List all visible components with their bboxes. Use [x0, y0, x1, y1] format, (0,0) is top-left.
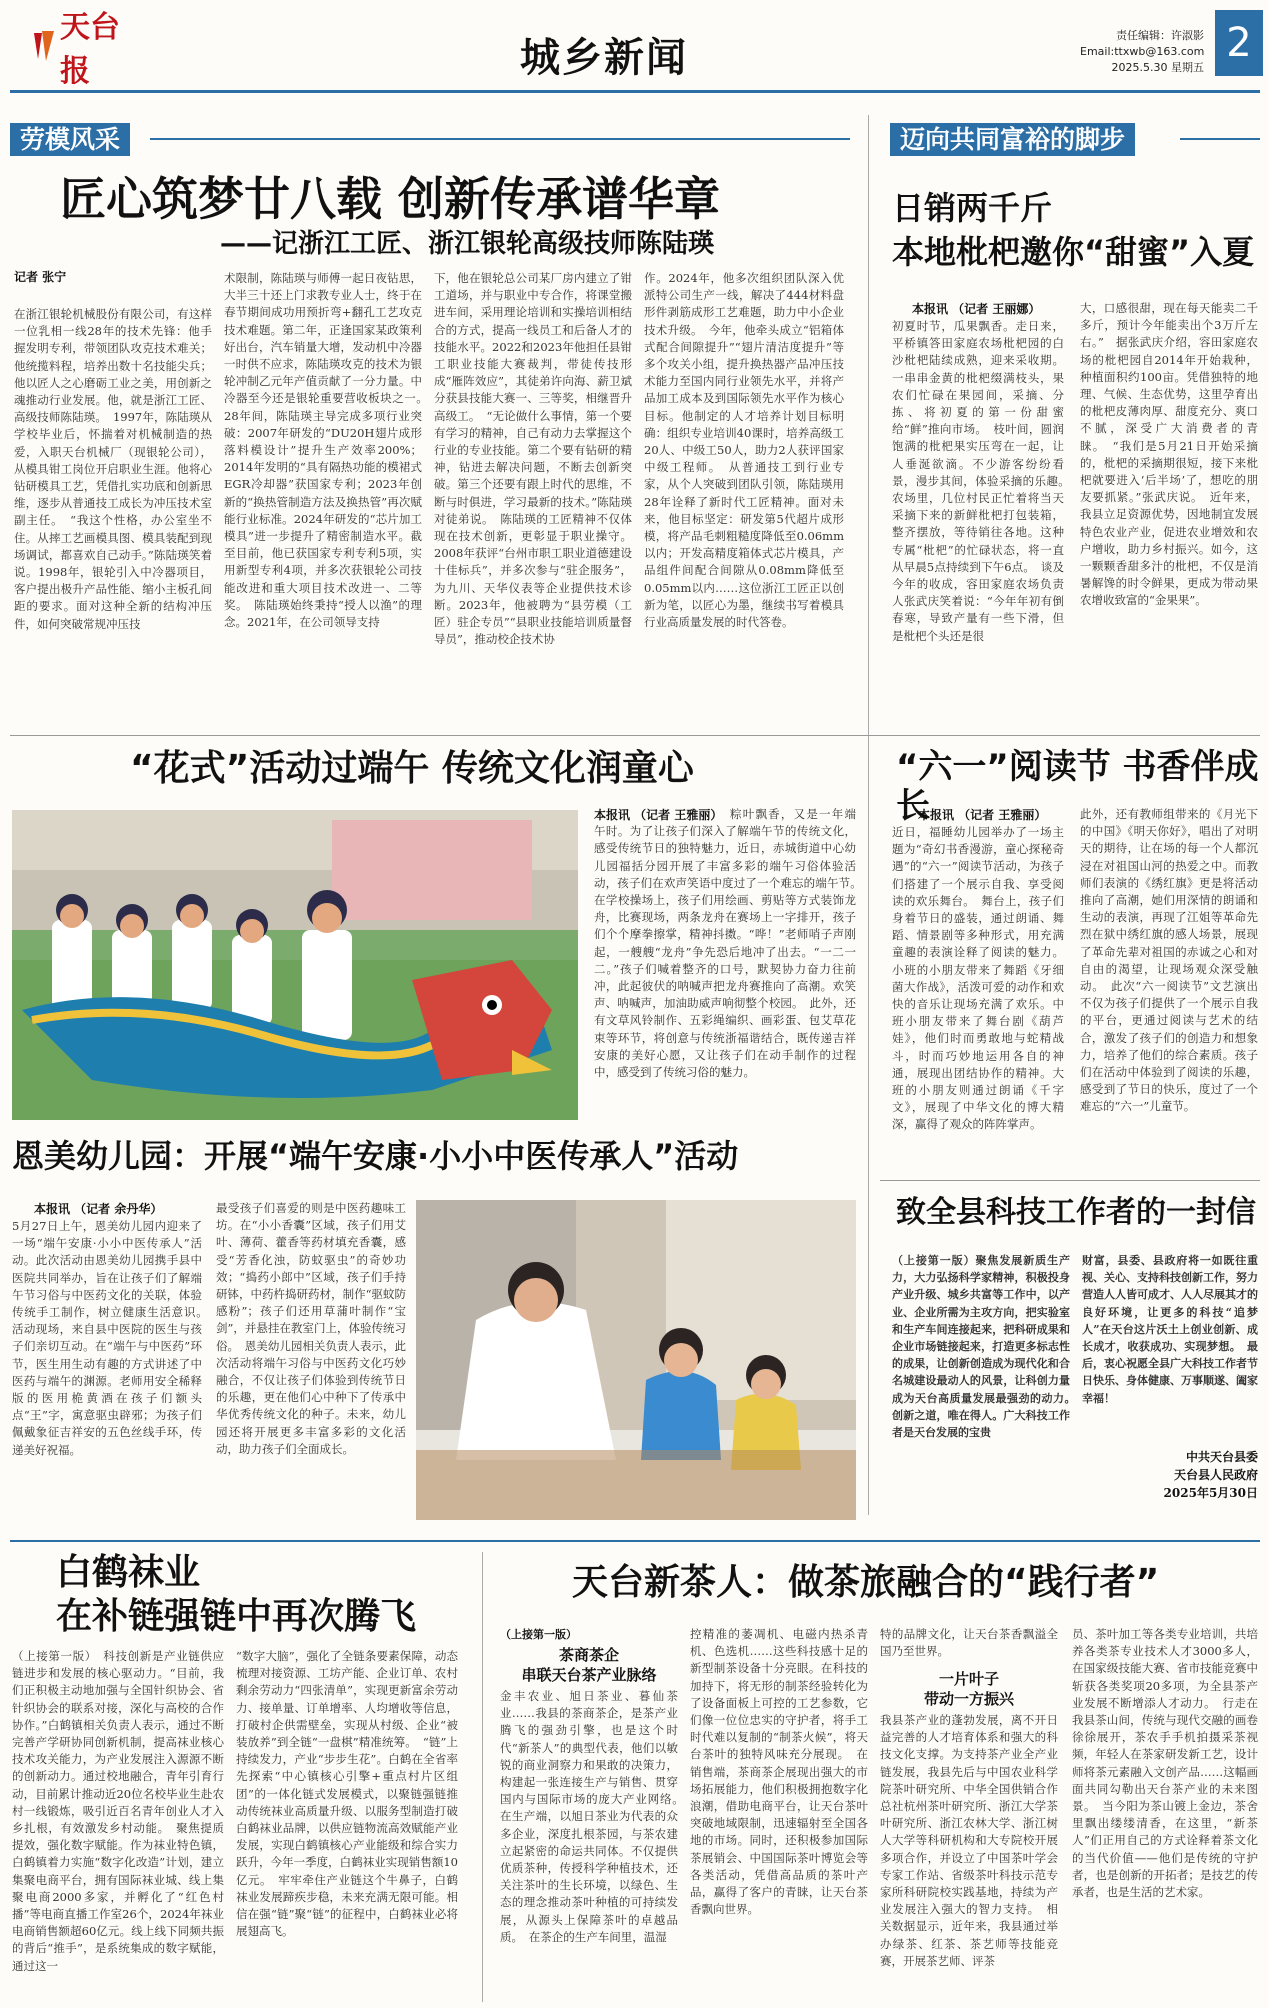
kids-byline: 本报讯 （记者 王雅丽） — [918, 808, 1047, 822]
baihe-title-1: 白鹤袜业 — [56, 1552, 201, 1593]
editor-info — [1080, 28, 1204, 76]
tcm-title: 恩美幼儿园：开展“端午安康·小小中医传承人”活动 — [12, 1137, 739, 1175]
letter-sign-3: 2025年5月30日 — [1163, 1486, 1258, 1500]
tea-subhead-2a: 一片叶子 — [938, 1670, 999, 1688]
prosper-col-1: 初夏时节，瓜果飘香。走日来，平桥镇答田家庭农场枇杷园的白沙枇杷陆续成熟，迎来采收期。一串串金黄的枇杷缀满枝头，果农们忙碌在果园间，采摘、分拣、将初夏的第一份甜蜜给“鲜”推向市场。 枝叶间，圆润饱满的枇杷果实压弯在一起，让人垂涎欲滴。不少游客纷纷看景，漫步其间，体验采摘的乐趣。 农场里，几位村民正忙着将当天采摘下来的新鲜枇杷打包装箱，整齐摆放，等待销往各地。这种专属“枇杷”的忙碌状态，将一直从早晨5点持续到下午6点。 谈及今年的收成，容田家庭农场负责人张武庆笑着说：“今年年初有倒春寒，导致产量有一些下滑，但是枇杷个头还是很 — [892, 319, 1076, 643]
dragon-title: “花式”活动过端午 传统文化润童心 — [130, 748, 694, 789]
prosper-banner-label: 迈向共同富裕的脚步 — [890, 123, 1135, 156]
editor-email: Email:ttxwb@163.com — [1080, 45, 1205, 58]
labor-subtitle: ——记浙江工匠、浙江银轮高级技师陈陆瑛 — [220, 229, 715, 259]
tea-subhead-1b: 串联天台茶产业脉络 — [521, 1666, 657, 1684]
tcm-col-2: 最受孩子们喜爱的则是中医药趣味工坊。在“小小香囊”区域，孩子们用艾叶、薄荷、藿香等药材填充香囊，感受“芳香化浊，防蚊驱虫”的奇妙功效；“捣药小郎中”区域，孩子们手持研钵，中药杵捣研药材，制作“驱蚊防感粉”；孩子们还用草蒲叶制作“宝剑”，并悬挂在教室门上，体验传统习俗。 恩美幼儿园相关负责人表示，此次活动将端午习俗与中医药文化巧妙融合，不仅让孩子们体验到传统节日的乐趣，更在他们心中种下了传承中华优秀传统文化的种子。未来，幼儿园还将开展更多丰富多彩的文化活动，助力孩子们全面成长。 — [216, 1201, 406, 1456]
labor-banner-label: 劳模风采 — [10, 123, 130, 156]
prosper-banner-rule — [1180, 138, 1260, 140]
tea-subhead-2b: 带动一方振兴 — [923, 1690, 1014, 1708]
tea-col-2: 控精准的萎凋机、电磁内热杀青机、色选机……这些科技感十足的新型制茶设备十分亮眼。在科技的加持下，将无形的制茶经验转化为了设备面板上可控的工艺参数，它们像一位位忠实的守护者，将手工时代难以复制的“制茶火候”，将天台茶叶的独特风味充分展现。 在销售端，茶商茶企展现出强大的市场拓展能力，他们积极拥抱数字化浪潮，借助电商平台，让天台茶叶突破地域限制，迅速辐射至全国各地的市场。同时，还积极参加国际茶展销会、中国国际茶叶博览会等各类活动，凭借高品质的茶叶产品，赢得了客户的青睐，让天台茶香飘向世界。 — [690, 1627, 868, 1917]
row-divider-1 — [10, 735, 1260, 736]
newspaper-logo — [28, 10, 120, 89]
issue-date: 2025.5.30 星期五 — [1111, 61, 1204, 74]
tea-col-1: 金丰农业、旭日茶业、暮仙茶业……我县的茶商茶企，是茶产业腾飞的强劲引擎，也是这个时代“新茶人”的典型代表，他们以敏锐的商业洞察力和果敢的决策力，构建起一张连接生产与销售、贯穿国内与国际市场的庞大产业网络。 在生产端，以旭日茶业为代表的众多企业，深度扎根茶园，与茶农建立起紧密的命运共同体。不仅提供优质茶种，传授科学种植技术，还关注茶叶的生长环境，以绿色、生态的理念推动茶叶种植的可持续发展，从源头上保障茶叶的卓越品质。 在茶企的生产车间里，温湿 — [500, 1689, 690, 1944]
labor-col-1: 在浙江银轮机械股份有限公司，有这样一位乳相一线28年的技术先锋：他手握发明专利，带领团队攻克技术难关；他统揽料程，培养出数十名技能尖兵；他以匠人之心磨砺工业之美，用创新之魂推动行业发展。他，就是浙江工匠、高级技师陈陆瑛。 1997年，陈陆瑛从学校毕业后，怀揣着对机械制造的热爱，入职天台机械厂（现银轮公司），从模具钳工岗位开启职业生涯。他将心钻研模具工艺，凭借扎实功底和创新思维，逐步从普通技工成长为冲压技术室副主任。 “我这个性格，办公室坐不住。从摔工艺画模具图、模具装配到现场调试，都喜欢自己动手。”陈陆瑛笑着说。1998年，银轮引入中冷器项目，客户提出极升产品性能、缩小主板孔间距的要求。面对这种全新的结构冲压件，如何突破常规冲压技 — [14, 307, 212, 631]
tea-col-3: 特的品牌文化，让天台茶香飘溢全国乃至世界。 — [880, 1627, 1058, 1659]
logo-mark-icon — [28, 29, 58, 63]
prosper-title-2: 本地枇杷邀你“甜蜜”入夏 — [892, 233, 1255, 271]
tea-col-1-prefix: （上接第一版） — [500, 1628, 577, 1641]
dragon-byline: 本报讯 （记者 王雅丽） — [594, 808, 723, 822]
kids-col-2: 此外，还有教师组带来的《月光下的中国》《明天你好》，唱出了对明天的期待，让在场的每一个人都沉浸在对祖国山河的热爱之中。而教师们表演的《绣红旗》更是将活动推向了高潮，她们用深情的朗诵和生动的表演，再现了江姐等革命先烈在狱中绣红旗的感人场景，展现了革命先辈对祖国的赤诚之心和对自由的渴望，让现场观众深受触动。 此次“六一阅读节”文艺演出不仅为孩子们提供了一个展示自我的平台，更通过阅读与艺术的结合，激发了孩子们的创造力和想象力，培养了他们的综合素质。孩子们在活动中体验到了阅读的乐趣，感受到了节日的快乐，度过了一个难忘的“六一”儿童节。 — [1080, 807, 1258, 1114]
prosper-col-2: 大，口感很甜，现在每天能卖二千多斤，预计今年能卖出个3万斤左右。” 据张武庆介绍，容田家庭农场的枇杷园自2014年开始栽种，种植面积约100亩。凭借独特的地理、气候、生态优势，这里孕育出的枇杷皮薄肉厚、甜度充分、爽口不腻，深受广大消费者的青睐。 “我们是5月21日开始采摘的，枇杷的采摘期很短，接下来枇杷就要进入‘后半场’了，想吃的朋友要抓紧。”张武庆说。 近年来，我县立足资源优势，因地制宜发展特色农业产业，促进农业增效和农户增收，助力乡村振兴。如今，这一颗颗香甜多汁的枇杷，不仅是消暑解馋的时令鲜果，更成为带动果农增收致富的“金果果”。 — [1080, 301, 1258, 608]
baihe-col-2: “数字大脑”，强化了全链条要素保障，动态梳理对接资源、工坊产能、企业订单、农村剩余劳动力“四张清单”，实现更新富余劳动力、接单量、订单增率、人均增收等信息，打破村企供需壁垒，实现从村级、企业“被装放养”到全链“一盘棋”精准统筹。 “链”上持续发力，产业“步步生花”。白鹤在全省率先探索“中心镇核心引擎+重点村片区组团”的一体化链式发展模式，以聚链强链推动传统袜业高质量升级、以服务型制造打破白鹤袜业品牌，以供应链物流高效赋能产业发展，实现白鹤镇核心产业能级和综合实力跃升，今年一季度，白鹤袜业实现销售额10亿元。 牢牢牵住产业链这个牛鼻子，白鹤袜业发展蹄疾步稳，未来充满无限可能。相信在强“链”聚“链”的征程中，白鹤袜业必将展翅高飞。 — [236, 1649, 458, 1939]
letter-col-2: 财富，县委、县政府将一如既往重视、关心、支持科技创新工作，努力营造人人皆可成才、人人尽展其才的良好环境，让更多的科技“追梦人”在天台这片沃土上创业创新、成长成才，收获成功、实现梦想。 最后，衷心祝愿全县广大科技工作者节日快乐、身体健康、万事顺遂、阖家幸福！ — [1082, 1254, 1258, 1405]
section-title: 城乡新闻 — [520, 34, 688, 81]
labor-byline: 记者 张宁 — [14, 270, 67, 284]
prosper-banner — [890, 120, 1135, 156]
letter-top-rule — [880, 1180, 1260, 1181]
bottom-column-divider — [482, 1552, 483, 2002]
column-divider — [868, 115, 869, 1515]
tea-subhead-1a: 茶商茶企 — [558, 1646, 619, 1664]
letter-sign-2: 天台县人民政府 — [1173, 1468, 1258, 1482]
prosper-byline: 本报讯 （记者 王丽娜） — [912, 302, 1041, 316]
tea-title: 天台新茶人：做茶旅融合的“践行者” — [572, 1562, 1160, 1603]
labor-title: 匠心筑梦廿八载 创新传承谱华章 — [60, 172, 721, 226]
tcm-photo-illustration — [416, 1200, 856, 1520]
logo-text: 天台报 — [60, 10, 120, 89]
top-rule — [10, 90, 1260, 93]
labor-banner-rule — [150, 138, 850, 140]
row-divider-2 — [10, 1540, 1260, 1542]
tcm-byline: 本报讯 （记者 余丹华） — [34, 1202, 163, 1216]
page-number: 2 — [1215, 10, 1263, 76]
labor-col-4: 作。2024年，他多次组织团队深入优派特公司生产一线，解决了444材料盘形件剥筋成形工艺难题，助力中小企业技术升级。 今年，他牵头成立“铝箱体式配合间隙提升”“翅片清洁度提升”等多个攻关小组，提升换热器产品冲压技术能力至国内同行业领先水平，并将产品加工成本及到国际领先水平作为核心目标。他制定的人才培养计划目标明确：组织专业培训40课时，培养高级工20人、中级工50人，助力2人获评国家中级工程师。 从普通技工到行业专家，从个人突破到团队引领，陈陆瑛用28年诠释了新时代工匠精神。面对未来，他目标坚定：研发第5代超片成形模，将产品毛刺粗糙度降低至0.06mm以内；开发高精度箱体式芯片模具，产品组件间配合间隙从0.08mm降低至0.05mm以内……这位浙江工匠正以创新为笔，以匠心为墨，继续书写着模具行业高质量发展的时代答卷。 — [644, 271, 844, 630]
kids-col-1: 近日，福睡幼儿园举办了一场主题为“奇幻书香漫游，童心探秘奇遇”的“六一”阅读节活动，为孩子们搭建了一个展示自我、享受阅读的欢乐舞台。 舞台上，孩子们身着节日的盛装，通过朗诵、舞蹈、情景剧等多种形式，用充满童趣的表演诠释了阅读的魅力。小班的小朋友带来了舞蹈《牙细菌大作战》，活泼可爱的动作和欢快的音乐让现场充满了欢乐。中班小朋友带来了舞台剧《葫芦娃》，他们时而勇敢地与蛇精战斗，时而巧妙地运用各自的神通，展现出团结协作的精神。大班的小朋友则通过朗诵《千字文》，展现了中华文化的博大精深，赢得了观众的阵阵掌声。 — [892, 825, 1064, 1132]
prosper-title-1: 日销两千斤 — [892, 189, 1053, 227]
editor-name: 责任编辑：许淑影 — [1116, 29, 1204, 42]
letter-title: 致全县科技工作者的一封信 — [896, 1195, 1256, 1230]
labor-col-2: 术限制，陈陆瑛与师傅一起日夜钻思，大半三十还上门求教专业人士，终于在春节期间成功用预折弯+翻孔工艺攻克技术难题。第二年，正逢国家某政策利好出台，汽车销量大增，发动机中冷器一时供不应求，陈陆瑛攻克的技术为银轮冲制乙元年产值贡献了一分力量。中冷器至今还是银轮重要营收板块之一。 28年间，陈陆瑛主导完成多项行业突破：2007年研发的“DU20H翅片成形落料模设计”提升生产效率200%；2014年发明的“具有隔热功能的模裙式EGR冷却器”获国家专利；2023年创新的“换热管制造方法及换热管”再次赋能行业标准。2024年研发的“芯片加工模具”进一步提升了精密制造水平。截至目前，他已获国家专利专利5项，实用新型专利4项，并多次获银轮公司技能改进和重大项目技术改进一、二等奖。 陈陆瑛始终秉持“授人以渔”的理念。2021年，在公司领导支持 — [224, 271, 434, 630]
labor-banner — [10, 120, 130, 156]
dragon-photo — [12, 810, 578, 1120]
kids-title: “六一”阅读节 书香伴成长 — [896, 747, 1259, 827]
tcm-col-1: 5月27日上午，恩美幼儿园内迎来了一场“端午安康·小小中医传承人”活动。此次活动由恩美幼儿园携手县中医院共同举办，旨在让孩子们了解端午节习俗与中医药文化的关联，体验传统手工制作，树立健康生活意识。 活动现场，来自县中医院的医生与孩子们亲切互动。在“端午与中医药”环节，医生用生动有趣的方式讲述了中医药与端午的渊源。老师用安全稀释版的医用桅黄酒在孩子们额头点“王”字，寓意驱虫辟邪；为孩子们佩戴象征吉祥安的五色丝线手环，传递美好祝福。 — [12, 1219, 214, 1457]
letter-sign-1: 中共天台县委 — [1185, 1450, 1258, 1464]
labor-col-3: 下，他在银轮总公司某厂房内建立了钳工道场，并与职业中专合作，将课堂搬进车间，采用理论培训和实操培训相结合的方式，提高一线员工和后备人才的技能水平。2022和2023年他担任县钳工职业技能大赛裁判，带徒传技形成“雁阵效应”，其徒弟许向海、薪卫斌分获县技能大赛一、三等奖，相继晋升高级工。 “无论做什么事情，第一个要有学习的精神，自己有动力去掌握这个行业的专业技能。第二个要有钻研的精神，钻进去解决问题，不断去创新突破。第三个还要有跟上时代的思维，不断与时俱进，学习最新的技术。”陈陆瑛对徒弟说。 陈陆瑛的工匠精神不仅体现在技术创新，更彰显于职业操守。2008年获评“台州市职工职业道德建设十佳标兵”，并多次参与“驻企服务”，为九川、天华仪表等企业提供技术诊断。2023年，他被聘为“县劳模（工匠）驻企专员”“县职业技能培训质量督导员”，推动校企技术协 — [434, 271, 632, 647]
tcm-photo — [416, 1200, 856, 1520]
dragon-photo-illustration — [12, 810, 578, 1120]
tea-col-3b: 我县茶产业的蓬勃发展，离不开日益完善的人才培育体系和强大的科技文化支撑。为支持茶产业全产业链发展，我县先后与中国农业科学院茶叶研究所、中华全国供销合作总社杭州茶叶研究所、浙江大学茶叶研究所、浙江农林大学、浙江树人大学等科研机构和大专院校开展多项合作，并设立了中国茶叶学会专家工作站、省级茶叶科技示范专家所科研院校实践基地，持续为产业发展注入强大的智力支持。 相关数据显示，近年来，我县通过举办绿茶、红茶、茶艺师等技能竞赛，开展茶艺师、评茶 — [880, 1713, 1058, 1968]
letter-col-1: （上接第一版）聚焦发展新质生产力，大力弘扬科学家精神，积极投身产业升级、城乡共富等工作中，以产业、企业所需为主攻方向，把实验室和生产车间连接起来，把科研成果和企业市场链接起来，打造更多标志性的成果，让创新创造成为现代化和合名城建设最动人的风景，让科创力量成为天台高质量发展最强劲的动力。 创新之道，唯在得人。广大科技工作者是天台发展的宝贵 — [892, 1254, 1081, 1440]
baihe-title-2: 在补链强链中再次腾飞 — [56, 1596, 417, 1637]
baihe-col-1: （上接第一版） 科技创新是产业链供应链进步和发展的核心驱动力。“目前，我们正积极主动地加强与全国针织协会、省针织协会的联系对接，深化与高校的合作协作。”白鹤镇相关负责人表示，通过不断完善产学研协同创新机制，提高袜业核心技术攻关能力，为产业发展注入源源不断的创新动力。通过校地融合，青年引育行动，目前累计推动近20位名校毕业生赴农村一线锻炼，吸引近百名青年创业人才入乡扎根，有效激发乡村动能。 聚焦提质提效，强化数字赋能。作为袜业特色镇，白鹤镇着力实施“数字化改造”计划，建立集聚电商平台，拥有国际袜业城、线上集聚电商2000多家，并孵化了“红色村播”等电商直播工作室26个，2024年袜业电商销售额超60亿元。线上线下同频共振的背后“推手”，是系统集成的数字赋能，通过这一 — [12, 1649, 224, 1973]
tea-col-4: 员、茶叶加工等各类专业培训，共培养各类茶专业技术人才3000多人，在国家级技能大赛、省市技能竞赛中斩获各类奖项20多项，为全县茶产业发展不断增添人才动力。 行走在我县茶山间，传统与现代交融的画卷徐徐展开，茶农手手机拍摄采茶视频，年轻人在茶家研发新工艺，设计师将茶元素融入文创产品……这幅画面共同勾勒出天台茶产业的未来图景。 当今阳为茶山镀上金边，茶舍里飘出缕缕清香，在这里，“新茶人”们正用自己的方式诠释着茶文化的当代价值——他们是传统的守护者，也是创新的开拓者；是技艺的传承者，也是生活的艺术家。 — [1072, 1627, 1258, 1900]
dragon-text: 粽叶飘香，又是一年端午时。为了让孩子们深入了解端午节的传统文化，感受传统节日的独特魅力，近日，赤城街道中心幼儿园福括分园开展了丰富多彩的端午习俗体验活动，孩子们在欢声笑语中度过了一个难忘的端午节。 在学校操场上，孩子们用绘画、剪贴等方式装饰龙舟，比赛现场，两条龙舟在赛场上一字排开，孩子们个个摩拳擦掌，精神抖擞。“哗！”老师哨子声刚起，一艘艘“龙舟”争先恐后地冲了出去。“一二一二。”孩子们喊着整齐的口号，默契协力奋力往前冲，此起彼伏的呐喊声把龙舟赛推向了高潮。欢笑声、呐喊声，加油助威声响彻整个校园。 此外，还有文草风铃制作、五彩绳编织、画彩蛋、包艾草花束等环节，将创意与传统浙福谐结合，既传递吉祥安康的美好心愿，又让孩子们在动手制作的过程中，感受到了传统习俗的魅力。 — [594, 807, 868, 1080]
